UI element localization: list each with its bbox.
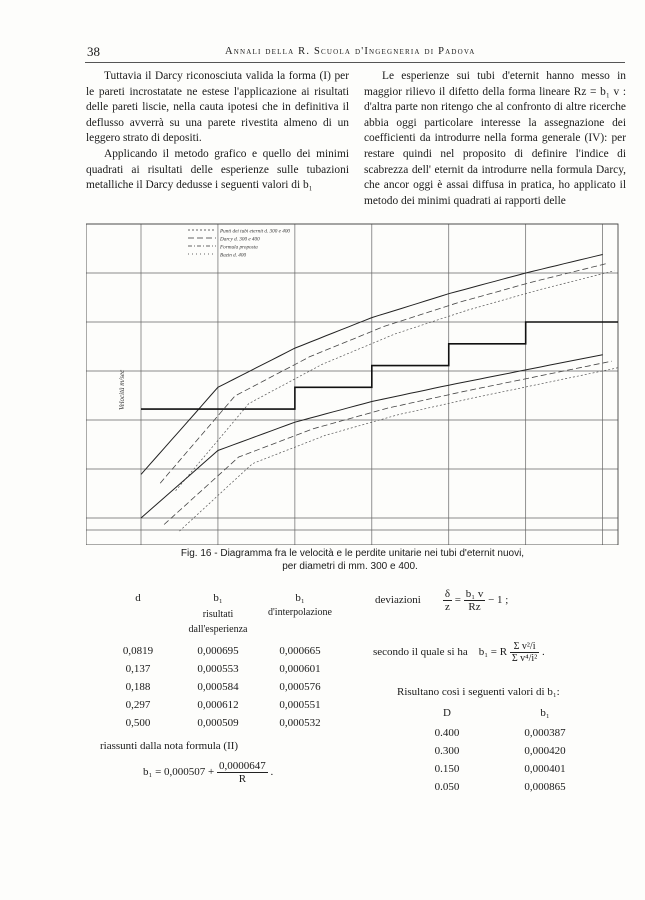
table-right-header-D: D (443, 707, 451, 719)
legend-label: Formula proposta (220, 244, 258, 251)
table-right-header-b1: b₁ (540, 707, 550, 719)
dev-fraction-2 (464, 588, 486, 613)
dev-numerator: δ (444, 588, 451, 600)
right-column (364, 69, 626, 209)
b1-sum-fraction (510, 641, 539, 664)
table-row-4-exp: 0,000612 (197, 699, 239, 711)
figure-caption-line-2: per diametri di mm. 300 e 400. (282, 561, 418, 572)
dev-equals: = (454, 594, 461, 607)
legend-label: Punti dei tubi eternit d. 300 e 400 (220, 228, 291, 235)
table-row-5-exp: 0,000509 (197, 717, 239, 729)
table-right-row-2-b1: 0,000420 (524, 745, 566, 757)
left-paragraph-2: Applicando il metodo grafico e quello dei minimi quadrati ai risultati delle esperienze sulle tubazioni metalliche il Darcy dedusse i seguenti valori di b₁ (86, 147, 349, 192)
dev-fraction-1 (443, 588, 452, 613)
table-row-2-d: 0,137 (125, 663, 151, 675)
dev-numerator-2: b₁ v (465, 588, 484, 600)
table-row-1-exp: 0,000695 (197, 645, 239, 657)
table-row-4-int: 0,000551 (279, 699, 321, 711)
legend-label: Bazin d. 400 (220, 252, 247, 259)
legend-label: Darcy d. 300 e 400 (220, 236, 260, 243)
running-title: Annali della R. Scuola d'Ingegneria di Padova (225, 46, 476, 57)
table-left-header-d: d (135, 592, 141, 604)
table-right-row-4-D: 0.050 (434, 781, 460, 793)
table-row-3-exp: 0,000584 (197, 681, 239, 693)
series-d400-dotted (176, 271, 615, 491)
table-right-row-2-D: 0.300 (434, 745, 460, 757)
header-rule (85, 62, 625, 63)
table-right-row-3-D: 0.150 (434, 763, 460, 775)
figure-16 (86, 210, 626, 545)
dev-denominator: z (444, 601, 450, 613)
series-d300-dashed (164, 361, 612, 524)
formula-b1-lhs: b₁ = 0,000507 + (143, 766, 215, 779)
secondo-formula: secondo il quale si ha b₁ = R $\frac{\text{Σ v²/i}}{\text{Σ v⁴/i²}}$ . (373, 641, 545, 664)
page-number: 38 (87, 44, 100, 59)
deviazioni-formula (375, 588, 508, 613)
table-row-3-int: 0,000576 (279, 681, 321, 693)
table-row-5-d: 0,500 (125, 717, 151, 729)
formula-b1-numerator: 0,0000647 (219, 760, 266, 772)
b1-lhs: b₁ = R (478, 646, 508, 659)
table-right-row-3-b1: 0,000401 (524, 763, 566, 775)
series-d400-dashed (160, 263, 608, 483)
table-left-subheader-exp: risultati dall'esperienza (188, 609, 248, 635)
series-d300-dotted (180, 368, 619, 531)
risultano-text: Risultano così i seguenti valori di b₁: (397, 686, 560, 698)
sum-numerator: Σ v²/i (510, 641, 539, 653)
right-paragraph-1: Le esperienze sui tubi d'eternit hanno messo in maggior rilievo il difetto della forma lineare Rz = b₁ v : d'altra parte non ritengo che al confronto di altre ricerche abbia oggi particolare interesse la assegnazione dei coefficienti da introdurre nella forma generale (IV): per restare quindi nel proposito di definire l'indice di scabrezza dell' eternit da introdurre nella formula Darcy, che ancor oggi è assai diffusa in pratica, ho applicato il metodo dei minimi quadrati ai rapporti delle (364, 70, 626, 207)
table-row-1-int: 0,000665 (279, 645, 321, 657)
figure-caption-line-1: Fig. 16 - Diagramma fra le velocità e le perdite unitarie nei tubi d'eternit nuovi, (180, 548, 525, 559)
table-row-2-exp: 0,000553 (197, 663, 239, 675)
table-row-4-d: 0,297 (125, 699, 151, 711)
table-row-2-int: 0,000601 (279, 663, 321, 675)
table-row-3-d: 0,188 (125, 681, 151, 693)
table-row-1-d: 0,0819 (122, 645, 154, 657)
chart-svg (86, 210, 626, 545)
table-row-5-int: 0,000532 (279, 717, 321, 729)
sum-denominator: Σ v⁴/i² (511, 653, 538, 664)
left-paragraph-1: Tuttavia il Darcy riconosciuta valida la forma (I) per le pareti incrostatate ne estese l'applicazione ai risultati delle pareti liscie, nella cauta ipotesi che in definitiva il deflusso avverrà su una parete rivestita almeno di un leggero strato di depositi. (86, 70, 349, 145)
table-right-row-1-b1: 0,000387 (524, 727, 566, 739)
table-left-header-b1-int: b₁ (295, 592, 305, 604)
summary-text: riassunti dalla nota formula (II) (100, 740, 239, 752)
dev-tail: − 1 ; (488, 594, 509, 607)
table-left-header-b1-exp: b₁ (213, 592, 223, 604)
table-left-subheader-int: d'interpolazione (268, 607, 332, 618)
formula-b1: b₁ = 0,000507 + $\frac{0,0000647}{R}$ . (143, 760, 274, 785)
table-right-row-1-D: 0.400 (434, 727, 460, 739)
formula-b1-denominator: R (238, 773, 247, 785)
left-column (86, 69, 349, 194)
dev-denominator-2: Rz (468, 601, 481, 613)
secondo-text: secondo il quale si ha (373, 646, 468, 659)
table-right-row-4-b1: 0,000865 (524, 781, 566, 793)
formula-b1-fraction (217, 760, 268, 785)
y-axis-label: Velocità m/sec (118, 369, 126, 410)
deviazioni-label: deviazioni (375, 594, 421, 607)
